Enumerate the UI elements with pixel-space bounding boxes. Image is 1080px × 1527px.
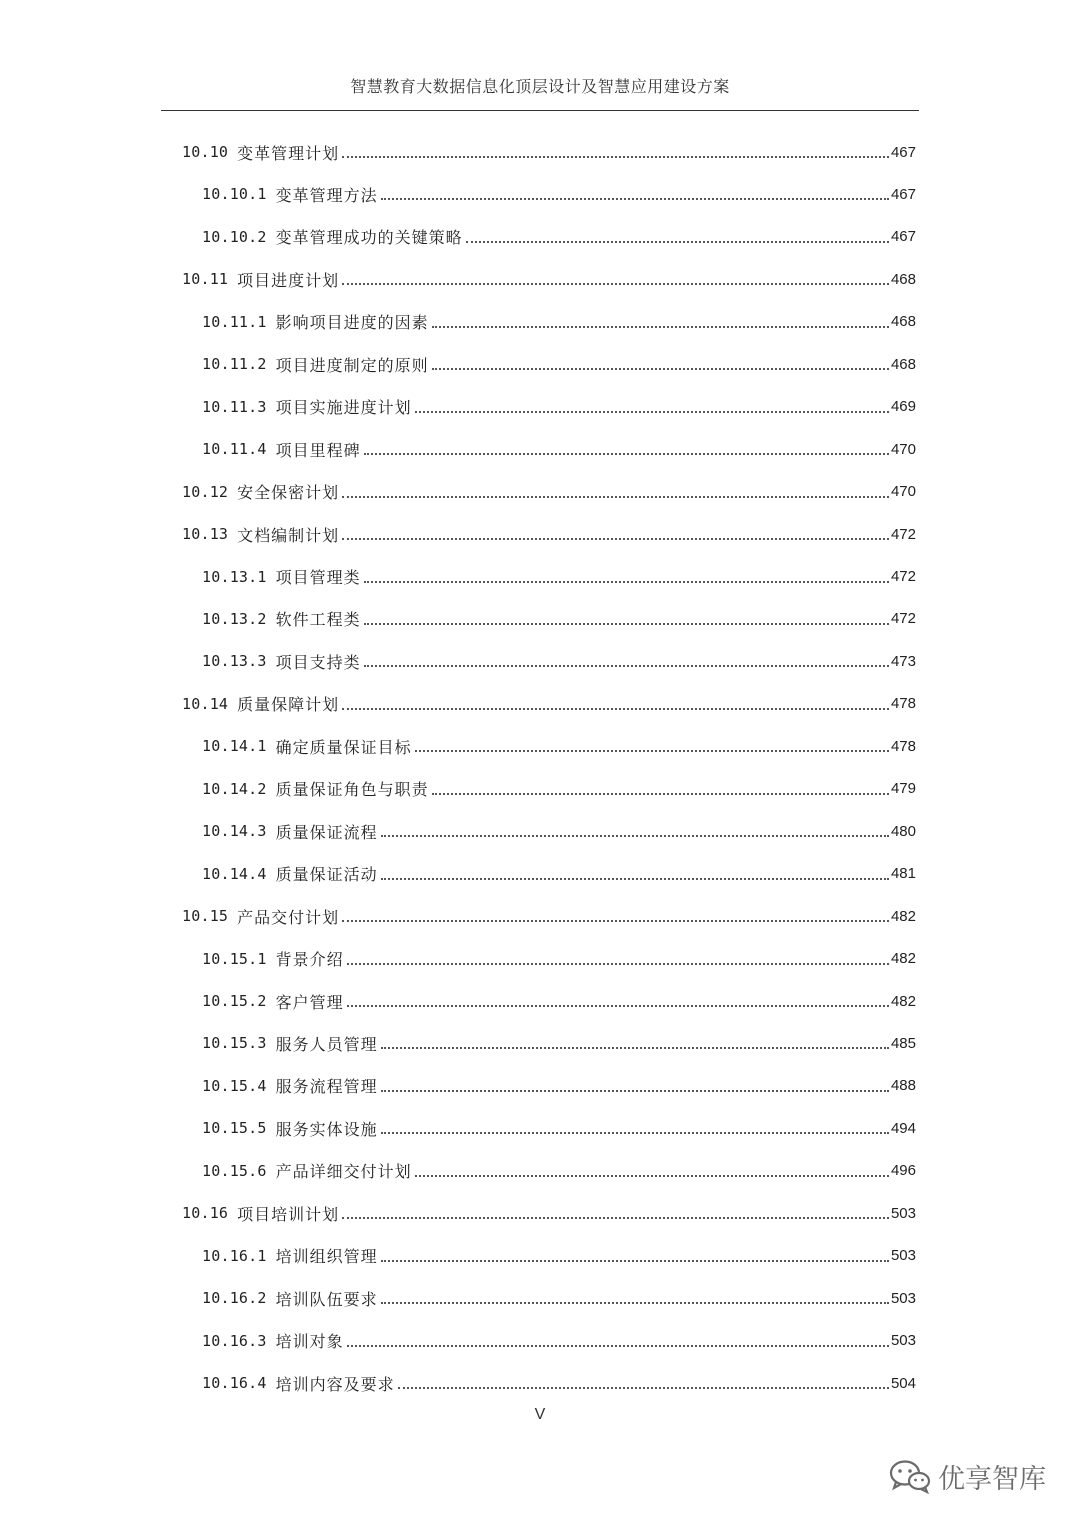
toc-entry[interactable] — [202, 1320, 916, 1362]
toc-entry-number: 10.14.1 — [202, 737, 267, 756]
toc-entry[interactable] — [182, 683, 916, 725]
toc-entry-number: 10.15 — [182, 907, 229, 926]
wechat-icon — [888, 1458, 932, 1494]
toc-entry-number: 10.10.1 — [202, 185, 267, 204]
toc-entry-number: 10.14.2 — [202, 779, 267, 798]
toc-entry-title: 产品交付计划 — [237, 907, 340, 927]
toc-entry-number: 10.16 — [182, 1204, 229, 1223]
toc-entry-page: 485 — [890, 1034, 916, 1052]
toc-entry[interactable] — [182, 131, 916, 173]
toc-entry[interactable] — [202, 980, 916, 1022]
toc-entry-page: 503 — [890, 1204, 916, 1222]
toc-entry-title: 质量保证角色与职责 — [275, 780, 429, 800]
toc-dot-leader — [342, 155, 889, 158]
toc-dot-leader — [381, 1089, 889, 1092]
toc-entry-title: 服务人员管理 — [275, 1034, 378, 1054]
toc-entry-title: 项目管理类 — [275, 568, 361, 587]
toc-entry-number: 10.15.6 — [202, 1161, 267, 1180]
toc-entry[interactable] — [202, 853, 916, 895]
toc-dot-leader — [398, 1386, 889, 1389]
toc-entry-number: 10.15.3 — [202, 1034, 267, 1053]
toc-entry-number: 10.16.4 — [202, 1374, 267, 1393]
toc-dot-leader — [432, 792, 889, 795]
toc-dot-leader — [432, 367, 889, 370]
toc-dot-leader — [381, 1301, 889, 1304]
toc-entry-page: 469 — [890, 398, 916, 416]
toc-entry[interactable] — [182, 895, 916, 937]
toc-dot-leader — [347, 1344, 889, 1347]
toc-entry-title: 培训对象 — [275, 1332, 344, 1352]
toc-dot-leader — [342, 707, 889, 710]
toc-entry-title: 文档编制计划 — [237, 525, 340, 545]
toc-entry-title: 变革管理计划 — [237, 143, 340, 163]
toc-entry[interactable] — [202, 598, 916, 640]
toc-entry-title: 客户管理 — [275, 992, 344, 1012]
toc-entry-title: 项目支持类 — [275, 652, 361, 672]
toc-entry-number: 10.14 — [182, 694, 229, 713]
toc-entry-title: 变革管理成功的关键策略 — [275, 228, 463, 248]
toc-entry-number: 10.11.3 — [202, 397, 267, 416]
toc-entry-title: 项目实施进度计划 — [275, 398, 412, 418]
toc-entry[interactable] — [202, 1150, 916, 1192]
toc-entry[interactable] — [202, 343, 916, 385]
toc-entry-page: 503 — [890, 1332, 916, 1350]
toc-entry-number: 10.12 — [182, 482, 229, 501]
toc-entry-title: 项目培训计划 — [237, 1204, 340, 1224]
toc-entry[interactable] — [182, 513, 916, 555]
toc-entry[interactable] — [202, 768, 916, 810]
header-divider — [161, 110, 919, 111]
toc-dot-leader — [432, 325, 889, 328]
watermark — [888, 1456, 1046, 1496]
toc-entry-page: 468 — [890, 355, 916, 373]
toc-entry-number: 10.11.1 — [202, 312, 267, 331]
toc-entry[interactable] — [182, 1192, 916, 1234]
toc-dot-leader — [347, 1004, 889, 1007]
toc-entry-title: 服务流程管理 — [275, 1077, 378, 1097]
toc-entry-page: 503 — [890, 1247, 916, 1265]
toc-entry-number: 10.11.2 — [202, 355, 267, 374]
toc-entry-page: 467 — [890, 228, 916, 246]
toc-dot-leader — [364, 622, 889, 625]
toc-entry-number: 10.14.3 — [202, 822, 267, 841]
toc-entry-title: 项目进度计划 — [237, 270, 340, 290]
toc-entry-page: 496 — [890, 1162, 916, 1180]
page-number: V — [534, 1406, 546, 1423]
toc-entry-page: 468 — [890, 313, 916, 331]
toc-entry-number: 10.14.4 — [202, 864, 267, 883]
toc-entry[interactable] — [202, 428, 916, 470]
toc-entry-page: 480 — [890, 822, 916, 840]
toc-entry-title: 安全保密计划 — [237, 483, 340, 503]
toc-entry-page: 503 — [890, 1289, 916, 1307]
toc-entry[interactable] — [202, 556, 916, 598]
toc-entry-title: 质量保证活动 — [275, 865, 378, 885]
toc-entry-number: 10.13.1 — [202, 567, 267, 586]
toc-dot-leader — [342, 1216, 889, 1219]
toc-entry-page: 479 — [890, 780, 916, 798]
toc-entry-title: 产品详细交付计划 — [275, 1162, 412, 1182]
toc-dot-leader — [381, 197, 889, 200]
toc-entry-page: 470 — [890, 483, 916, 501]
toc-dot-leader — [415, 749, 889, 752]
toc-entry[interactable] — [202, 1277, 916, 1319]
toc-entry-number: 10.10 — [182, 143, 229, 161]
toc-entry-page: 482 — [890, 992, 916, 1010]
toc-entry-title: 培训组织管理 — [275, 1247, 378, 1267]
toc-entry-title: 培训队伍要求 — [275, 1289, 378, 1309]
toc-entry-title: 项目里程碑 — [275, 440, 361, 460]
toc-entry[interactable] — [182, 471, 916, 513]
toc-entry[interactable] — [202, 1362, 916, 1404]
toc-entry-number: 10.13 — [182, 525, 229, 544]
watermark-text: 优享智库 — [938, 1463, 1046, 1495]
toc-entry[interactable] — [202, 938, 916, 980]
toc-entry-number: 10.16.3 — [202, 1331, 267, 1350]
toc-entry-page: 482 — [890, 950, 916, 968]
toc-dot-leader — [364, 580, 889, 583]
toc-entry-number: 10.15.5 — [202, 1119, 267, 1138]
toc-dot-leader — [381, 1046, 889, 1049]
toc-entry-title: 软件工程类 — [275, 610, 361, 630]
toc-entry-number: 10.11.4 — [202, 440, 267, 459]
toc-entry-title: 确定质量保证目标 — [275, 737, 412, 757]
toc-entry-title: 质量保证流程 — [275, 822, 378, 842]
toc-entry-number: 10.16.2 — [202, 1289, 267, 1308]
toc-entry[interactable] — [202, 1107, 916, 1149]
toc-dot-leader — [342, 537, 889, 540]
toc-entry[interactable] — [202, 216, 916, 258]
toc-entry-number: 10.10.2 — [202, 227, 267, 246]
page-header-title: 智慧教育大数据信息化顶层设计及智慧应用建设方案 — [350, 77, 730, 96]
toc-entry-page: 472 — [890, 525, 916, 543]
toc-entry-title: 影响项目进度的因素 — [275, 313, 429, 333]
toc-entry-page: 468 — [890, 270, 916, 288]
toc-entry-number: 10.15.4 — [202, 1076, 267, 1095]
toc-dot-leader — [466, 240, 889, 243]
toc-dot-leader — [381, 1259, 889, 1262]
toc-dot-leader — [342, 495, 889, 498]
toc-entry[interactable] — [202, 386, 916, 428]
toc-entry[interactable] — [202, 301, 916, 343]
toc-entry-page: 481 — [890, 865, 916, 883]
toc-entry[interactable] — [202, 173, 916, 215]
toc-dot-leader — [415, 1174, 889, 1177]
toc-dot-leader — [364, 664, 889, 667]
toc-dot-leader — [342, 919, 889, 922]
toc-entry-page: 467 — [890, 185, 916, 203]
toc-entry-page: 478 — [890, 737, 916, 755]
toc-entry[interactable] — [202, 810, 916, 852]
toc-entry-number: 10.13.3 — [202, 652, 267, 671]
toc-entry-page: 482 — [890, 907, 916, 925]
toc-entry-number: 10.15.2 — [202, 992, 267, 1010]
toc-dot-leader — [381, 1131, 889, 1134]
toc-entry-number: 10.15.1 — [202, 949, 267, 968]
toc-entry-page: 504 — [890, 1374, 916, 1392]
toc-entry-title: 背景介绍 — [275, 950, 344, 970]
toc-dot-leader — [381, 877, 889, 880]
toc-entry-number: 10.11 — [182, 270, 229, 289]
toc-entry[interactable] — [202, 1022, 916, 1064]
toc-dot-leader — [342, 282, 889, 285]
toc-entry[interactable] — [202, 1235, 916, 1277]
toc-entry-number: 10.13.2 — [202, 609, 267, 628]
toc-entry[interactable] — [182, 258, 916, 300]
toc-dot-leader — [415, 410, 889, 413]
toc-entry-page: 488 — [890, 1077, 916, 1095]
toc-entry[interactable] — [202, 640, 916, 682]
toc-entry-title: 质量保障计划 — [237, 695, 340, 715]
toc-entry-title: 培训内容及要求 — [275, 1374, 395, 1394]
toc-entry-page: 472 — [890, 568, 916, 585]
toc-entry-page: 470 — [890, 440, 916, 458]
toc-entry-page: 472 — [890, 610, 916, 628]
toc-dot-leader — [364, 452, 889, 455]
toc-entry[interactable] — [202, 725, 916, 767]
toc-entry-title: 项目进度制定的原则 — [275, 355, 429, 375]
toc-entry-page: 467 — [890, 143, 916, 161]
toc-dot-leader — [381, 834, 889, 837]
toc-entry-page: 473 — [890, 652, 916, 670]
toc-entry[interactable] — [202, 1065, 916, 1107]
toc-entry-page: 478 — [890, 695, 916, 713]
toc-entry-number: 10.16.1 — [202, 1246, 267, 1265]
toc-entry-title: 变革管理方法 — [275, 185, 378, 205]
toc-entry-title: 服务实体设施 — [275, 1119, 378, 1139]
toc-entry-page: 494 — [890, 1119, 916, 1137]
toc-dot-leader — [347, 962, 889, 965]
